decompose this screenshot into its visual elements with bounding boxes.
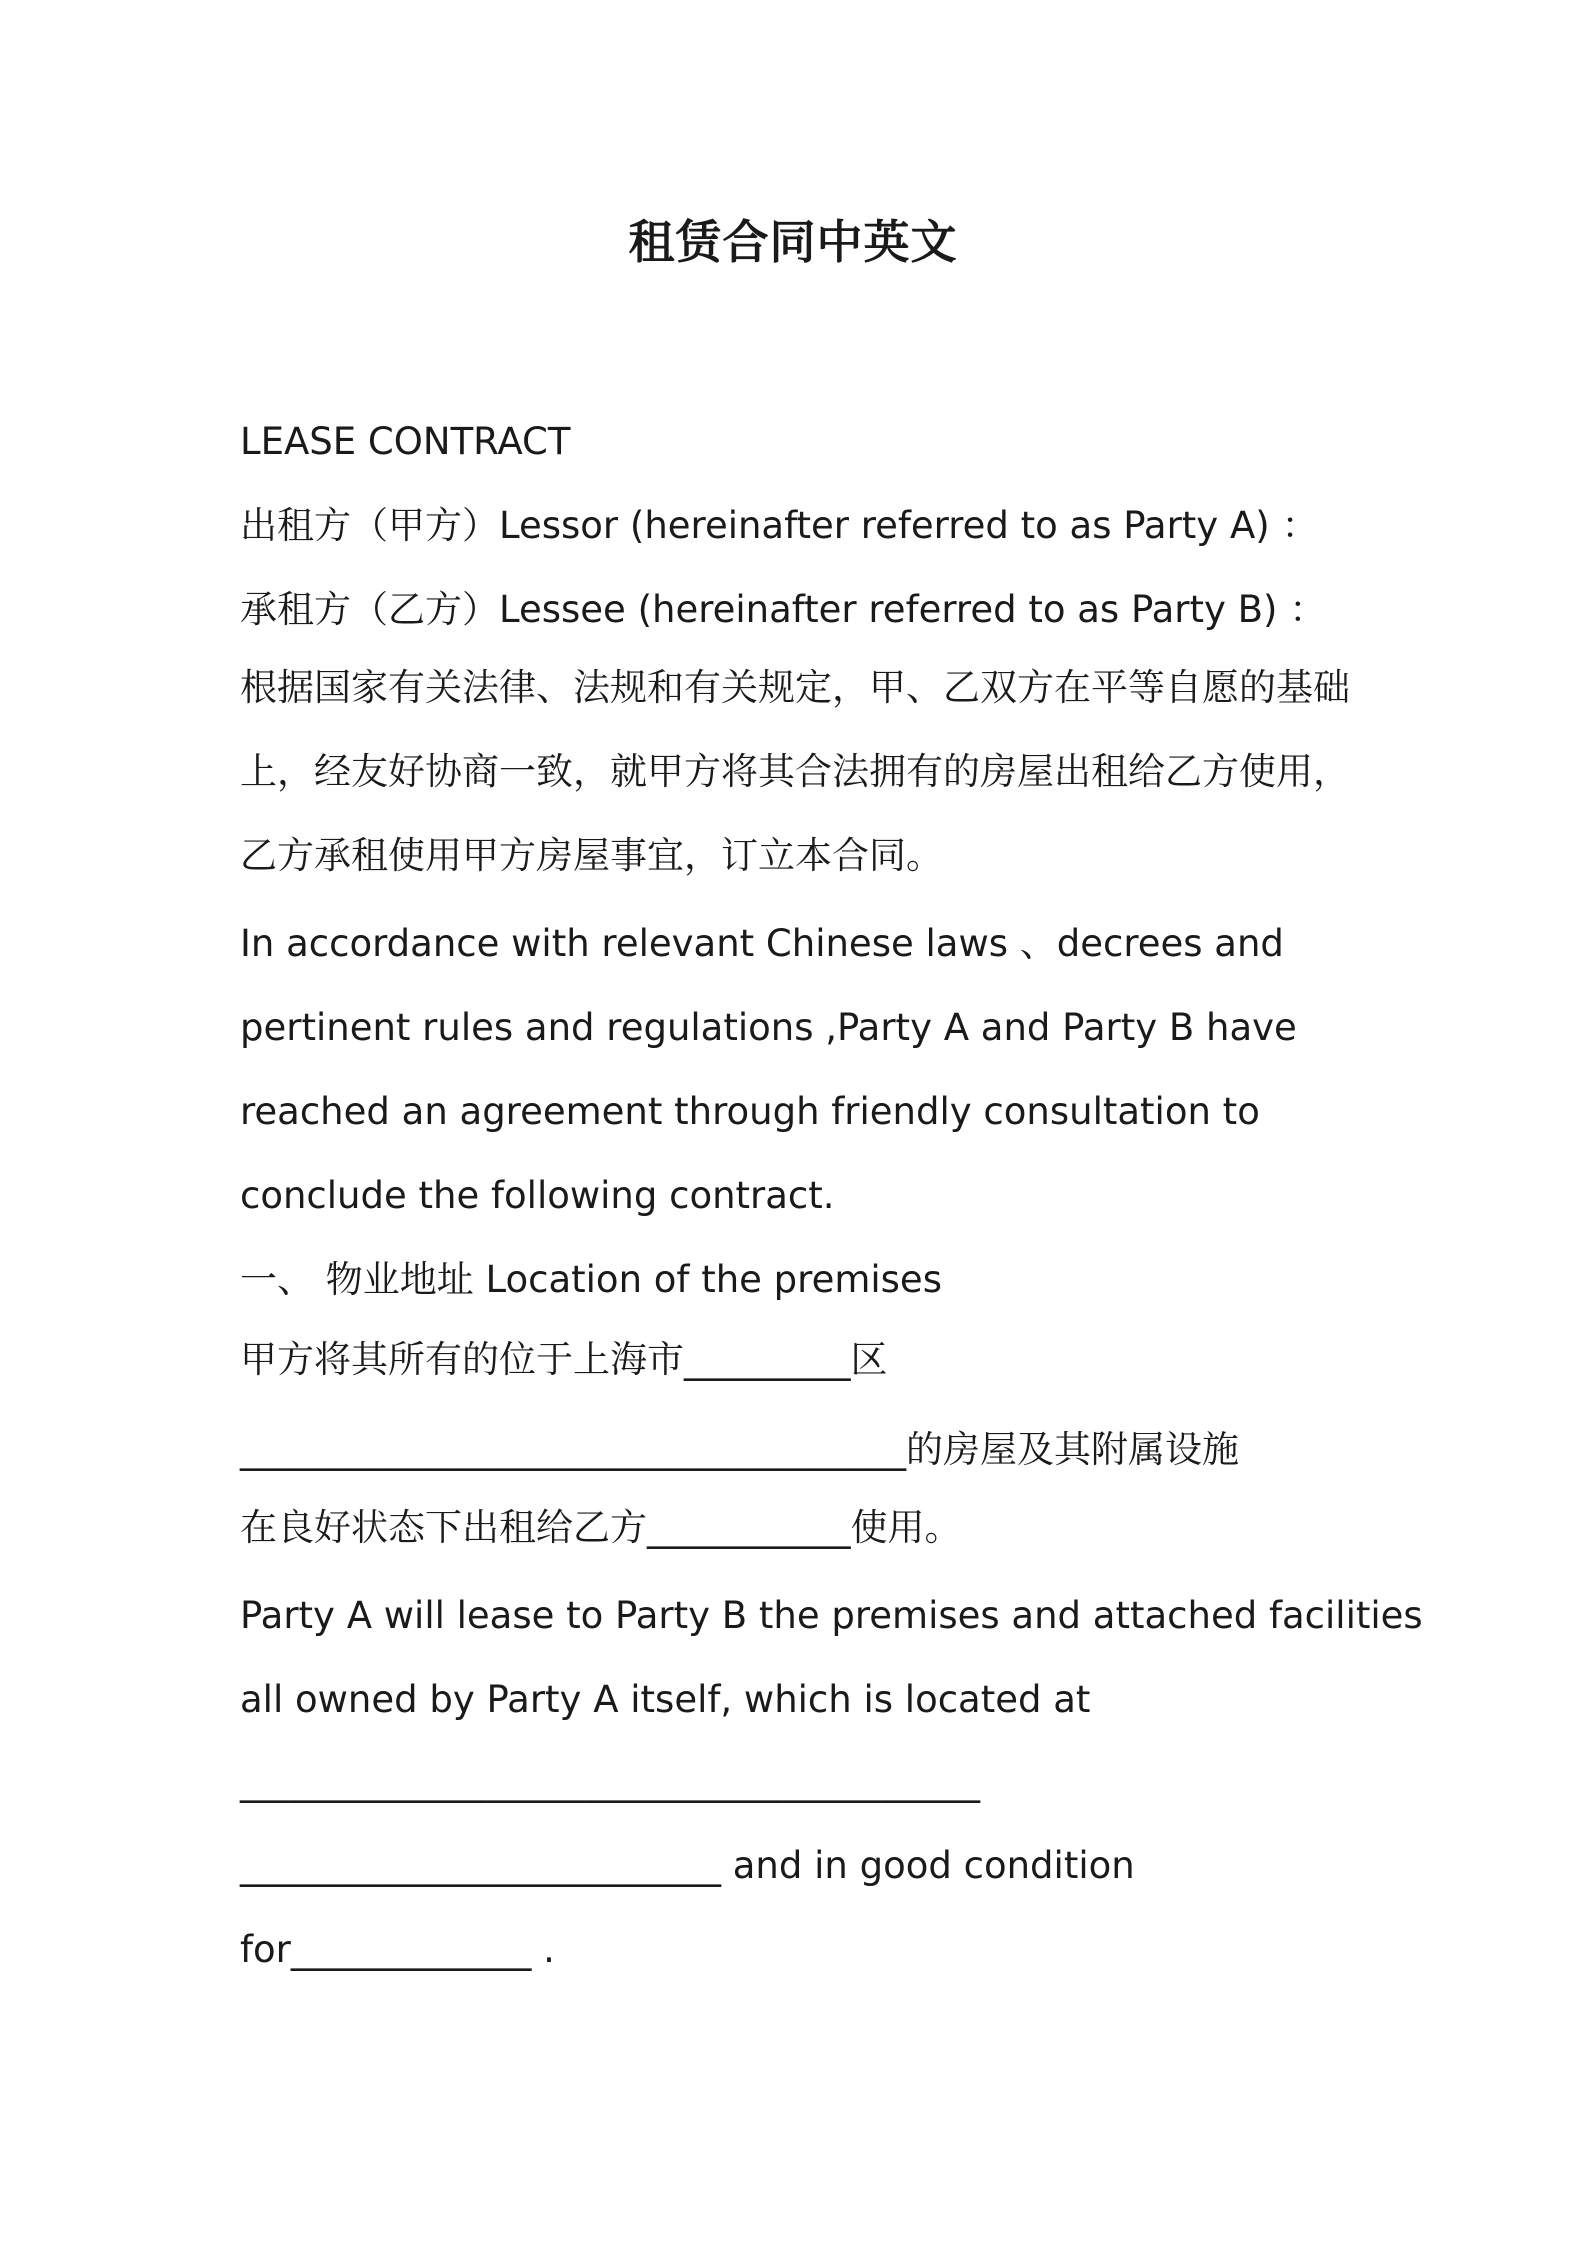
contract-heading: LEASE CONTRACT (240, 420, 571, 463)
section1-cn-line-3: 在良好状态下出租给乙方___________使用。 (240, 1506, 962, 1549)
section1-en-line-3: ________________________________________ (240, 1760, 980, 1803)
cn-preamble-line-3: 乙方承租使用甲方房屋事宜，订立本合同。 (240, 834, 943, 877)
section1-cn-line-1: 甲方将其所有的位于上海市_________区 (240, 1338, 888, 1381)
en-preamble-line-2: pertinent rules and regulations ,Party A and Party B have (240, 1006, 1297, 1049)
cn-preamble-line-2: 上，经友好协商一致，就甲方将其合法拥有的房屋出租给乙方使用， (240, 750, 1350, 793)
en-preamble-line-1: In accordance with relevant Chinese laws 、decrees and (240, 922, 1284, 965)
section1-en-line-4: __________________________ and in good condition (240, 1844, 1135, 1887)
section1-en-line-2: all owned by Party A itself, which is located at (240, 1678, 1091, 1721)
section1-heading: 一、 物业地址 Location of the premises (240, 1258, 942, 1301)
lessor-line: 出租方（甲方）Lessor (hereinafter referred to as Party A) ： (240, 504, 1319, 547)
lessee-line: 承租方（乙方）Lessee (hereinafter referred to as Party B) ： (240, 588, 1327, 631)
cn-preamble-line-1: 根据国家有关法律、法规和有关规定，甲、乙双方在平等自愿的基础 (240, 666, 1350, 709)
en-preamble-line-3: reached an agreement through friendly consultation to (240, 1090, 1260, 1133)
section1-cn-line-2: ____________________________________的房屋及其附属设施 (240, 1428, 1239, 1471)
section1-en-line-5: for_____________ . (240, 1928, 555, 1971)
en-preamble-line-4: conclude the following contract. (240, 1174, 835, 1217)
section1-en-line-1: Party A will lease to Party B the premises and attached facilities (240, 1594, 1423, 1637)
document-title: 租赁合同中英文 (628, 215, 958, 269)
